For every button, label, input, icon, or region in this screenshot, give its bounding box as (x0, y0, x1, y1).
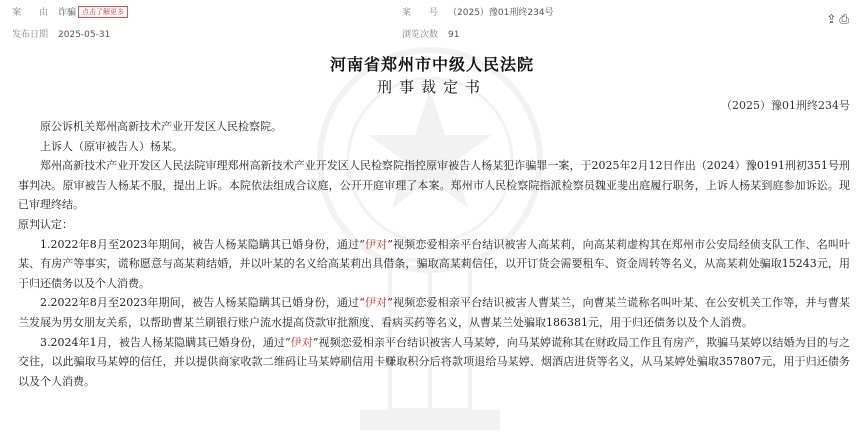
fact-1-part-b: ”视频恋爱相亲平台结识被害人高某莉，向高某莉虚构其在郑州市公安局经侦支队工作、名叫叶某、有房产等事实，谎称愿意与高某莉结婚，并以叶某的名义给高某莉出具借条，骗取高某莉信任，以开订货会需要租车、资金周转等名义，从高某莉处骗取15243元，用于归还债务以及个人消费。 (18, 237, 851, 290)
casenum-value: （2025）豫01刑终234号 (448, 8, 554, 18)
cause-row (12, 5, 128, 18)
views-row (402, 27, 459, 40)
casenum-row (402, 5, 554, 18)
date-label: 发布日期 (12, 30, 49, 40)
share-icon[interactable]: ⇪ (826, 12, 840, 26)
views-value: 91 (448, 30, 460, 40)
fact-2-part-b: ”视频恋爱相亲平台结识被害人曹某兰，向曹某兰谎称名叫叶某、在公安机关工作等，并与曹某兰发展为男女朋友关系，以帮助曹某兰刷银行账户流水提高贷款审批额度、看病买药等名义，从曹某兰处骗取186381元，用于归还债务以及个人消费。 (18, 296, 851, 329)
fact-2-platform: 伊对 (364, 296, 388, 310)
paragraph-appellant: 上诉人（原审被告人）杨某。 (40, 139, 183, 153)
views-label: 浏览次数 (402, 30, 439, 40)
fact-1-platform: 伊对 (364, 237, 388, 251)
paragraph-prosecutor: 原公诉机关郑州高新技术产业开发区人民检察院。 (40, 120, 282, 133)
document-body (18, 117, 850, 391)
document-title: 刑事裁定书 (376, 78, 487, 96)
toolbar (826, 12, 852, 27)
print-icon[interactable]: ⎙ (839, 12, 852, 26)
paragraph-procedure: 郑州高新技术产业开发区人民法院审理郑州高新技术产业开发区人民检察院指控原审被告人杨某犯诈骗罪一案，于2025年2月12日作出（2024）豫0191刑初351号刑事判决。原审被告人杨某不服，提出上诉。本院依法组成合议庭，公开开庭审理了本案。郑州市人民检察院指派检察员魏亚斐出庭履行职务，上诉人杨某到庭参加诉讼。现已审理终结。 (18, 159, 850, 212)
paragraph-findings-heading: 原判认定： (18, 217, 73, 231)
date-row (12, 27, 110, 40)
court-name: 河南省郑州市中级人民法院 (329, 55, 534, 74)
cause-value: 诈骗 (58, 8, 77, 18)
paragraph-fact-2 (18, 293, 850, 332)
paragraph-fact-1 (18, 235, 850, 294)
paragraph-fact-3 (18, 333, 850, 392)
learn-more-tag[interactable]: 点击了解更多 (78, 6, 128, 18)
date-value: 2025-05-31 (58, 30, 111, 40)
cause-label: 案 由 (12, 8, 49, 18)
fact-3-part-b: ”视频恋爱相亲平台结识被害人马某婷，向马某婷谎称其在财政局工作且有房产，欺骗马某婷以结婚为目的与之交往，以此骗取马某婷的信任，并以提供商家收款二维码让马某婷刷信用卡赚取积分后将款项退给马某婷、烟酒店进货等名义，从马某婷处骗取357807元，用于归还债务以及个人消费。 (18, 335, 850, 388)
fact-2-part-a: 2.2022年8月至2023年期间，被告人杨某隐瞒其已婚身份，通过“ (40, 296, 365, 310)
fact-3-platform: 伊对 (290, 335, 313, 349)
document-meta (0, 0, 864, 44)
case-number: （2025）豫01刑终234号 (721, 99, 850, 112)
fact-1-part-a: 1.2022年8月至2023年期间，被告人杨某隐瞒其已婚身份，通过“ (40, 237, 365, 251)
casenum-label: 案 号 (402, 8, 439, 18)
fact-3-part-a: 3.2024年1月，被告人杨某隐瞒其已婚身份，通过“ (40, 335, 291, 349)
